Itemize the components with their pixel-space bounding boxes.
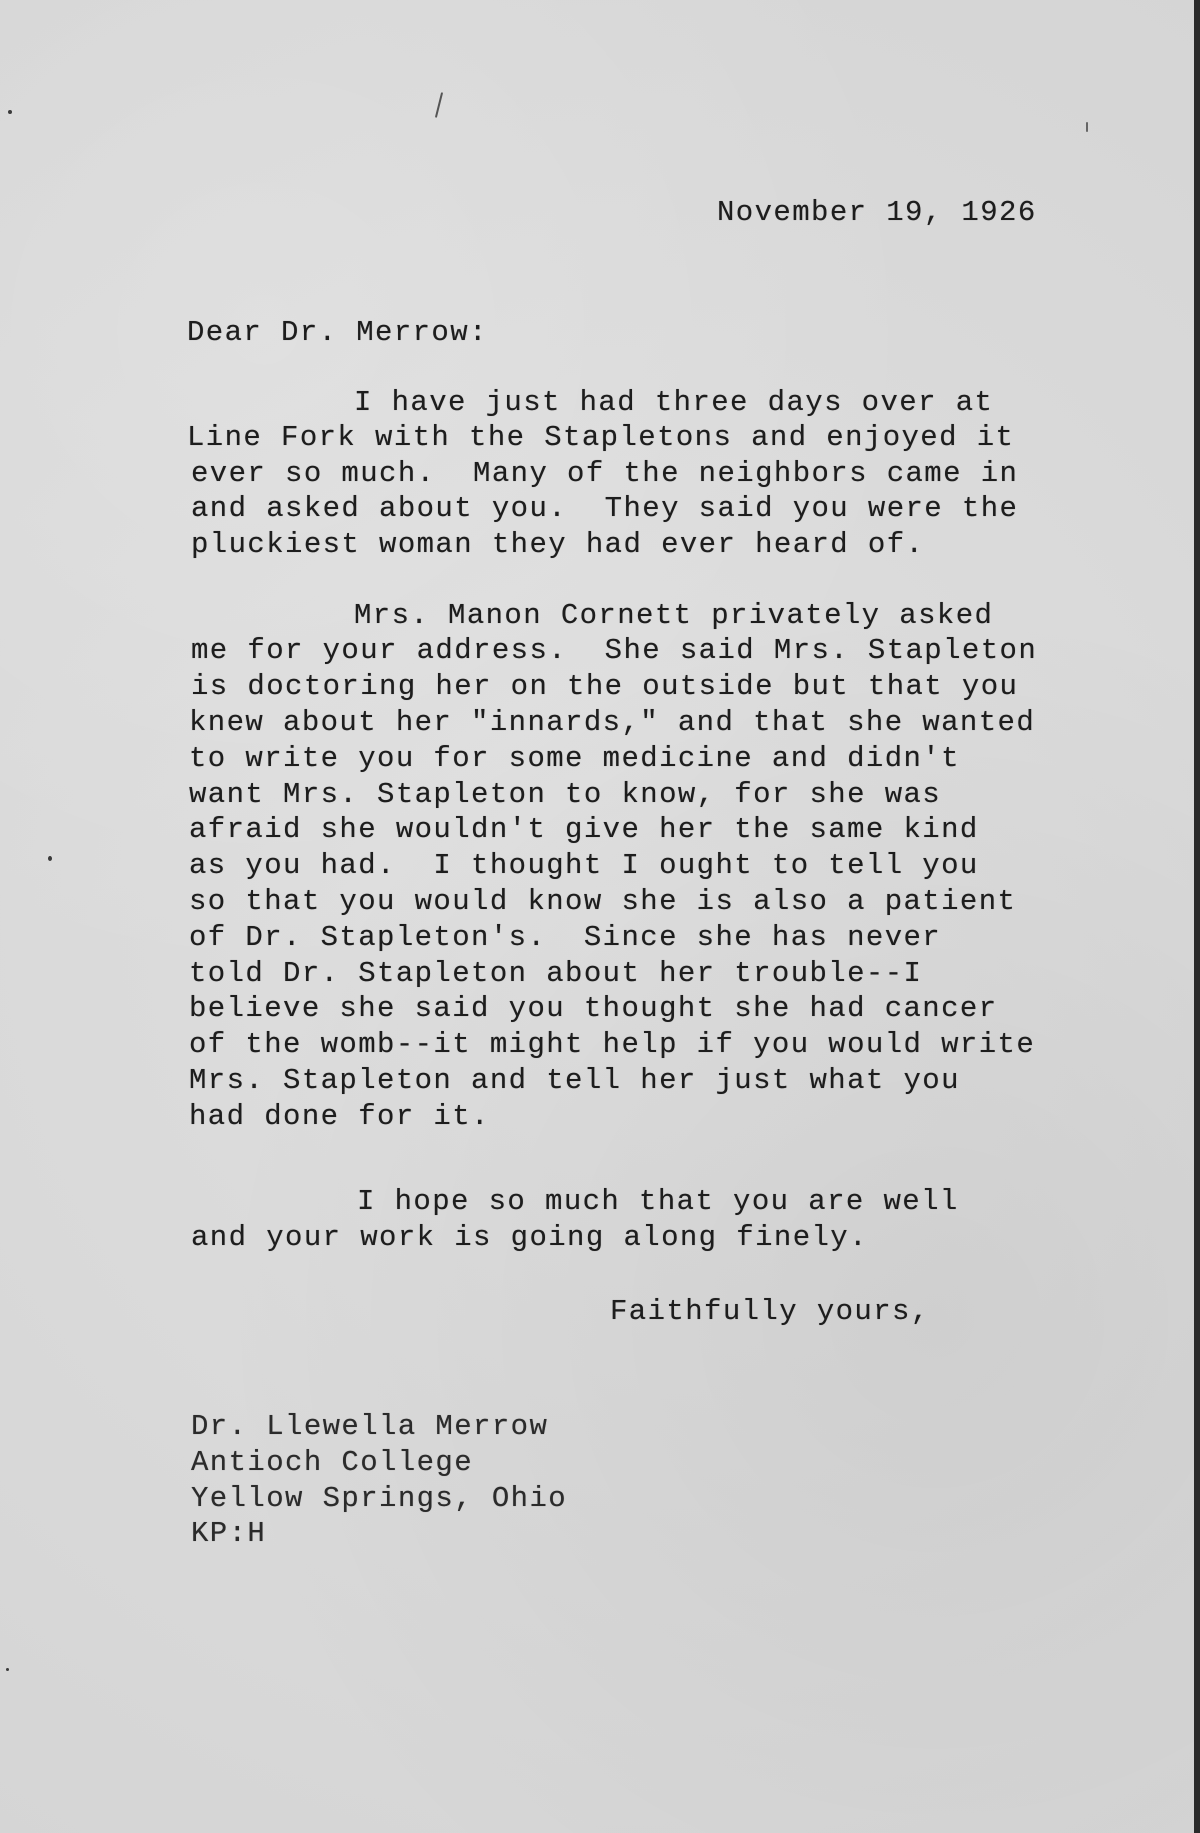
paragraph-line: Line Fork with the Stapletons and enjoyed it [187,421,1015,454]
letter-date: November 19, 1926 [717,196,1037,229]
paragraph-line: I hope so much that you are well [357,1185,959,1218]
page-edge-shadow [1194,0,1200,1833]
paragraph-line: is doctoring her on the outside but that you [191,670,1019,703]
scan-speck [435,92,443,118]
paragraph-line: had done for it. [189,1100,490,1133]
address-line: Yellow Springs, Ohio [191,1482,568,1515]
paragraph-line: ever so much. Many of the neighbors came in [191,457,1019,490]
paragraph-line: to write you for some medicine and didn't [189,742,960,775]
paragraph-line: Mrs. Stapleton and tell her just what you [189,1064,960,1097]
paragraph-line: so that you would know she is also a patient [189,885,1017,918]
paragraph-line: and asked about you. They said you were the [191,492,1019,525]
paragraph-line: of the womb--it might help if you would write [189,1028,1036,1061]
paragraph-line: and your work is going along finely. [191,1221,868,1254]
paragraph-line: believe she said you thought she had cancer [189,992,998,1025]
address-line: Dr. Llewella Merrow [191,1410,549,1443]
closing: Faithfully yours, [610,1295,930,1328]
scan-speck [6,1668,9,1671]
paragraph-line: Mrs. Manon Cornett privately asked [354,599,994,632]
scan-speck [8,110,12,114]
scan-speck [48,856,52,861]
scan-speck [1086,122,1088,132]
paragraph-line: as you had. I thought I ought to tell you [189,849,979,882]
address-line: Antioch College [191,1446,474,1479]
paragraph-line: afraid she wouldn't give her the same kind [189,813,979,846]
paragraph-line: want Mrs. Stapleton to know, for she was [189,778,942,811]
salutation: Dear Dr. Merrow: [187,316,488,349]
paragraph-line: me for your address. She said Mrs. Stapleton [191,634,1038,667]
typist-initials: KP:H [191,1517,267,1550]
paragraph-line: told Dr. Stapleton about her trouble--I [189,957,923,990]
paragraph-line: I have just had three days over at [354,386,994,419]
paragraph-line: pluckiest woman they had ever heard of. [191,528,925,561]
paragraph-line: of Dr. Stapleton's. Since she has never [189,921,942,954]
paragraph-line: knew about her "innards," and that she wanted [189,706,1036,739]
